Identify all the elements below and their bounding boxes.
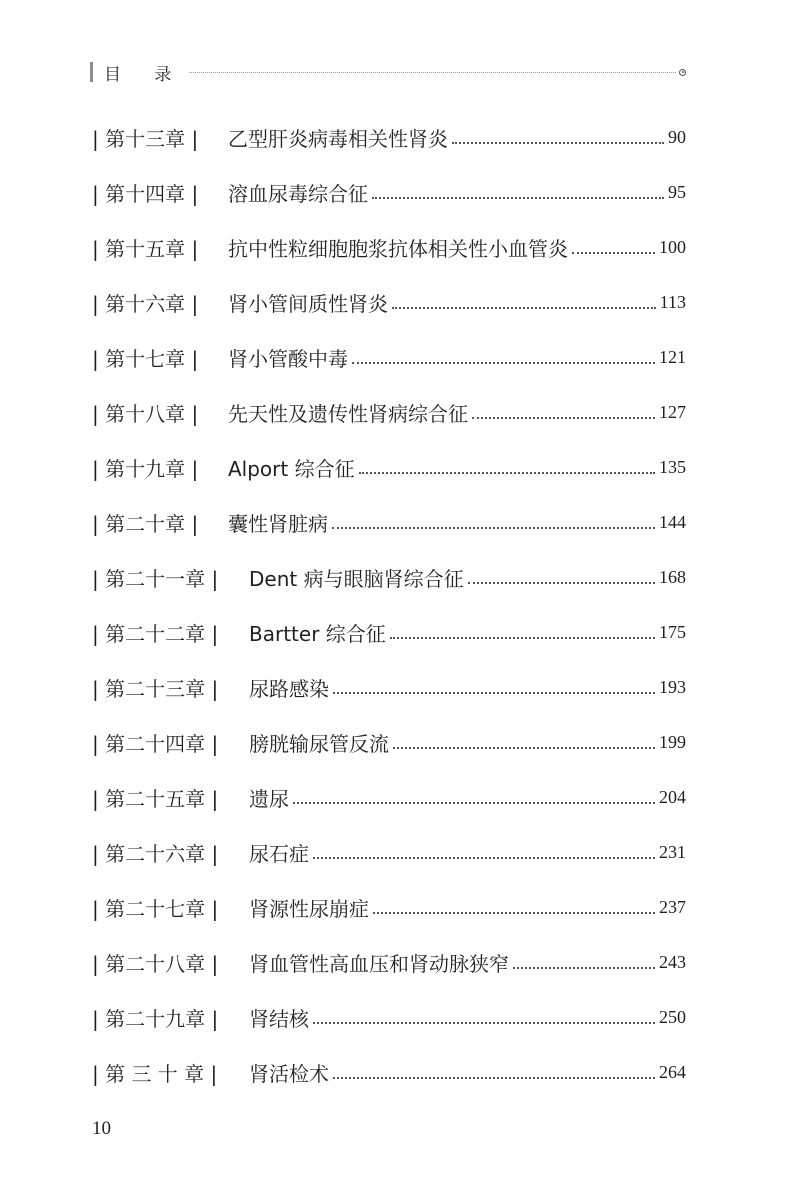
chapter-title: 尿路感染: [249, 677, 329, 701]
page-number: 168: [659, 567, 686, 587]
page-number: 264: [659, 1062, 686, 1082]
page-number: 100: [659, 237, 686, 257]
chapter-title: 溶血尿毒综合征: [228, 182, 368, 206]
dot-leader: [513, 967, 655, 969]
page-number: 175: [659, 622, 686, 642]
chapter-title: 肾小管酸中毒: [228, 347, 348, 371]
dot-leader: [393, 747, 655, 749]
chapter-title: 遗尿: [249, 787, 289, 811]
chapter-title: 肾活检术: [249, 1062, 329, 1086]
toc-entry[interactable]: [92, 440, 686, 495]
dot-leader: [373, 912, 655, 914]
chapter-title: 肾源性尿崩症: [249, 897, 369, 921]
header-dotted-rule: [189, 72, 676, 73]
toc-entry[interactable]: [92, 385, 686, 440]
chapter-title: 囊性肾脏病: [228, 512, 328, 536]
dot-leader: [352, 362, 655, 364]
page-number: 127: [659, 402, 686, 422]
toc-entry[interactable]: [92, 770, 686, 825]
toc-entry[interactable]: [92, 165, 686, 220]
chapter-label: | 第二十章 |: [92, 512, 199, 536]
chapter-label: | 第 三 十 章 |: [92, 1062, 218, 1086]
page-number: 121: [659, 347, 686, 367]
chapter-title: 乙型肝炎病毒相关性肾炎: [228, 127, 448, 151]
toc-entry[interactable]: [92, 990, 686, 1045]
dot-leader: [332, 527, 655, 529]
chapter-label: | 第十四章 |: [92, 182, 199, 206]
page-number: 135: [659, 457, 686, 477]
chapter-title: 肾血管性高血压和肾动脉狭窄: [249, 952, 509, 976]
toc-entry[interactable]: [92, 935, 686, 990]
chapter-label: | 第二十四章 |: [92, 732, 219, 756]
toc-entry[interactable]: [92, 825, 686, 880]
page-number: 144: [659, 512, 686, 532]
dot-leader: [390, 637, 655, 639]
chapter-label: | 第十九章 |: [92, 457, 199, 481]
chapter-title: 先天性及遗传性肾病综合征: [228, 402, 468, 426]
toc-entry[interactable]: [92, 275, 686, 330]
chapter-title: Bartter 综合征: [249, 622, 386, 646]
toc-entry[interactable]: [92, 110, 686, 165]
dot-leader: [333, 692, 655, 694]
chapter-title: Dent 病与眼脑肾综合征: [249, 567, 464, 591]
header-circle-icon: [679, 69, 686, 76]
page-number: 204: [659, 787, 686, 807]
chapter-title: 膀胱输尿管反流: [249, 732, 389, 756]
page-number: 193: [659, 677, 686, 697]
dot-leader: [359, 472, 655, 474]
dot-leader: [472, 417, 655, 419]
chapter-title: 肾小管间质性肾炎: [228, 292, 388, 316]
toc-entry[interactable]: [92, 605, 686, 660]
chapter-label: | 第十八章 |: [92, 402, 199, 426]
toc-entry[interactable]: [92, 1045, 686, 1100]
chapter-label: | 第十七章 |: [92, 347, 199, 371]
chapter-label: | 第二十一章 |: [92, 567, 219, 591]
toc-entry[interactable]: [92, 880, 686, 935]
chapter-label: | 第二十二章 |: [92, 622, 219, 646]
dot-leader: [333, 1077, 655, 1079]
dot-leader: [313, 1022, 655, 1024]
dot-leader: [452, 142, 664, 144]
page-number: 243: [659, 952, 686, 972]
folio-page-number: 10: [92, 1118, 111, 1139]
page-number: 95: [668, 182, 686, 202]
dot-leader: [392, 307, 656, 309]
chapter-label: | 第二十三章 |: [92, 677, 219, 701]
page-number: 199: [659, 732, 686, 752]
chapter-label: | 第二十七章 |: [92, 897, 219, 921]
chapter-label: | 第二十六章 |: [92, 842, 219, 866]
page-number: 113: [659, 292, 686, 312]
page-number: 237: [659, 897, 686, 917]
chapter-title: 尿石症: [249, 842, 309, 866]
chapter-label: | 第二十九章 |: [92, 1007, 219, 1031]
chapter-title: 肾结核: [249, 1007, 309, 1031]
toc-entry[interactable]: [92, 495, 686, 550]
chapter-label: | 第十三章 |: [92, 127, 199, 151]
chapter-title: Alport 综合征: [228, 457, 355, 481]
page-number: 231: [659, 842, 686, 862]
toc-entry[interactable]: [92, 660, 686, 715]
chapter-label: | 第十六章 |: [92, 292, 199, 316]
header-bar: [90, 62, 93, 82]
dot-leader: [313, 857, 655, 859]
dot-leader: [372, 197, 664, 199]
page-header: [90, 60, 686, 84]
chapter-label: | 第二十五章 |: [92, 787, 219, 811]
toc-entry[interactable]: [92, 330, 686, 385]
toc-entry[interactable]: [92, 220, 686, 275]
page-number: 90: [668, 127, 686, 147]
chapter-title: 抗中性粒细胞胞浆抗体相关性小血管炎: [228, 237, 568, 261]
toc-entry[interactable]: [92, 715, 686, 770]
table-of-contents: [92, 110, 686, 1100]
chapter-label: | 第二十八章 |: [92, 952, 219, 976]
page-number: 250: [659, 1007, 686, 1027]
dot-leader: [572, 252, 655, 254]
header-title: 目 录: [104, 64, 186, 85]
dot-leader: [293, 802, 655, 804]
dot-leader: [468, 582, 655, 584]
chapter-label: | 第十五章 |: [92, 237, 199, 261]
toc-entry[interactable]: [92, 550, 686, 605]
